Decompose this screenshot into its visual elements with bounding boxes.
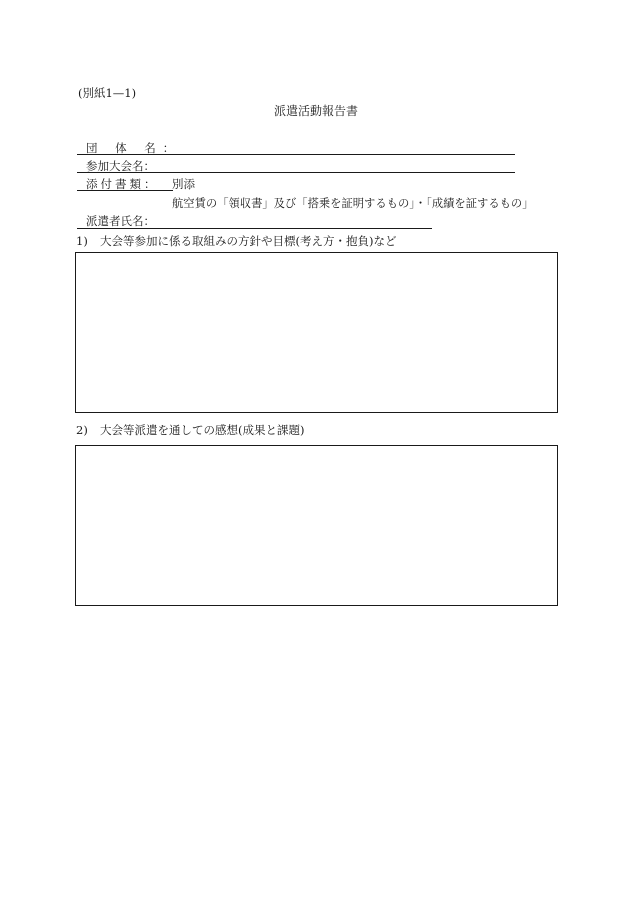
document-title: 派遣活動報告書 [274,104,359,118]
section-2-number: 2) [76,423,88,437]
section-1-heading: 大会等参加に係る取組みの方針や目標(考え方・抱負)など [100,234,397,248]
section-2-answer-box[interactable] [75,445,558,606]
section-2-heading: 大会等派遣を通しての感想(成果と課題) [100,423,305,437]
group-name-underline [77,154,515,155]
section-1-number: 1) [76,234,88,248]
section-1-answer-box[interactable] [75,252,558,413]
group-name-label: 団 体 名： [86,141,182,155]
tournament-name-underline [77,172,515,173]
dispatchee-name-label: 派遣者氏名： [86,214,155,228]
attachments-detail: 航空賃の「領収書」及び「搭乗を証明するもの」・「成績を証するもの」 [172,197,534,210]
attachments-label: 添付書類： [86,177,159,191]
dispatchee-name-underline [77,228,432,229]
tournament-name-label: 参加大会名： [86,159,155,173]
attachments-value: 別添 [172,177,195,191]
attachments-underline [77,190,173,191]
appendix-label: (別紙1—1) [78,86,137,100]
